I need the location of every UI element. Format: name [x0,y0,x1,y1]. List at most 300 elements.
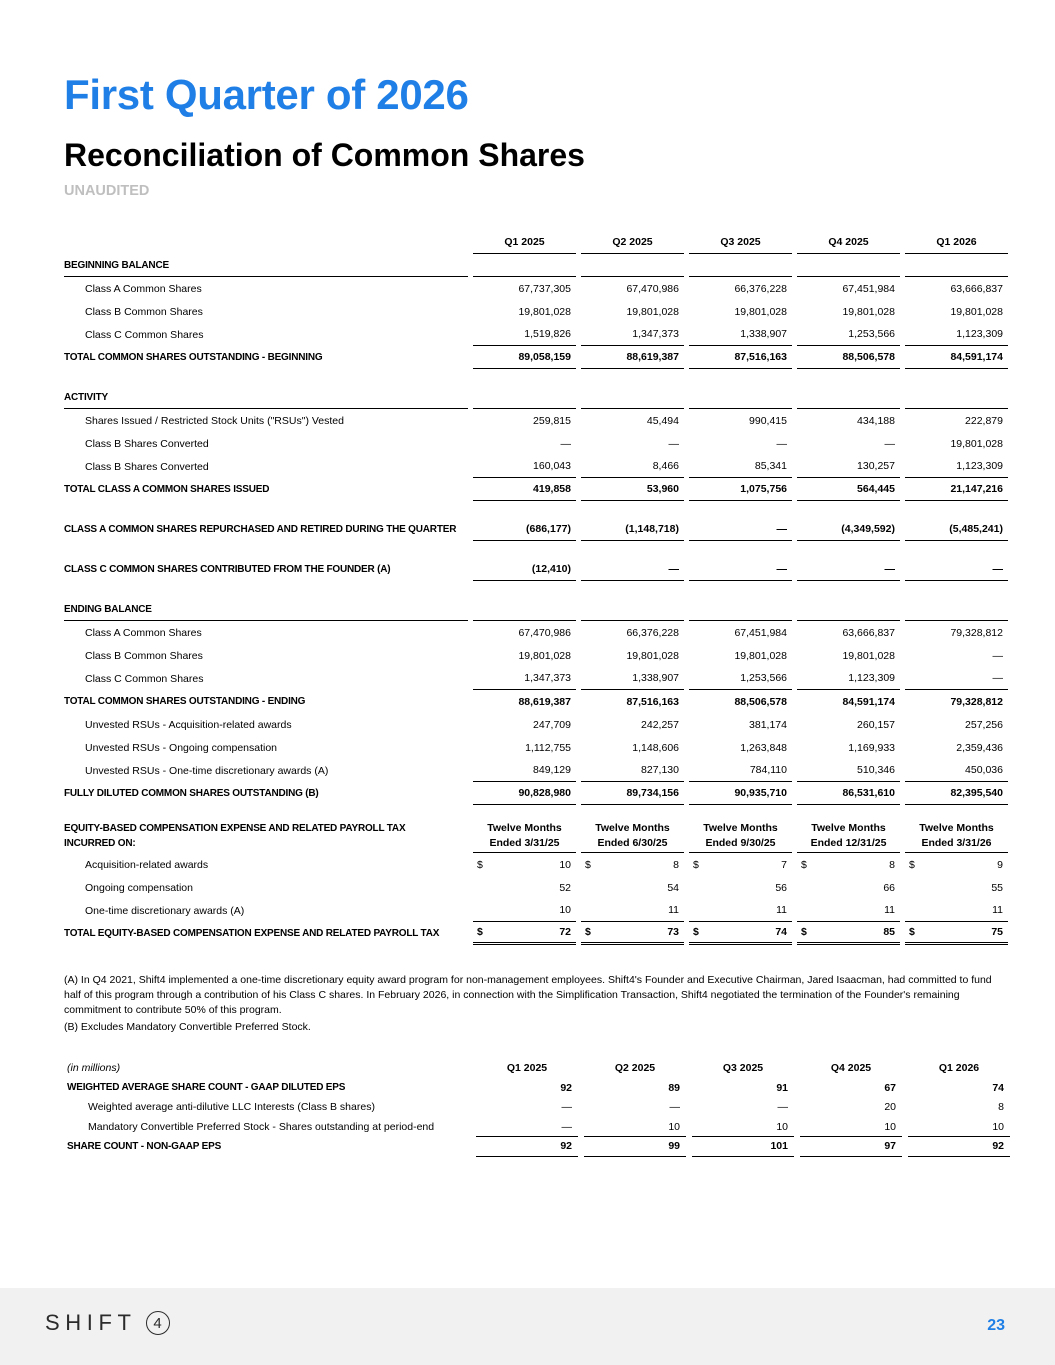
value-cell [692,1137,794,1157]
share-count-table [64,1058,1008,1157]
value-cell [581,300,684,323]
column-rule [689,254,792,277]
column-rule [905,386,1008,409]
column-header: Q1 2026 [905,231,1008,254]
value-cell [905,736,1008,759]
cell-value: 564,445 [857,483,895,495]
cell-value: 11 [884,904,895,916]
cell-value: 7 [781,858,787,871]
cell-value: (12,410) [531,563,571,575]
compensation-heading: EQUITY-BASED COMPENSATION EXPENSE AND RELATED PAYROLL TAX INCURRED ON: [64,823,406,849]
cell-value: 87,516,163 [734,351,787,363]
cell-value: 99 [668,1140,680,1153]
table-row [64,899,1008,922]
value-cell [689,432,792,455]
value-cell [905,409,1008,432]
value-cell [473,922,576,945]
cell-value: 101 [770,1140,788,1153]
value-cell [473,667,576,690]
table-row [64,621,1008,644]
value-cell [581,736,684,759]
value-cell [581,409,684,432]
value-cell [581,478,684,501]
footnote-b: (B) Excludes Mandatory Convertible Preferred Stock. [64,1021,311,1033]
cell-value: 82,395,540 [950,787,1003,799]
column-header [473,819,576,853]
row-label: Shares Issued / Restricted Stock Units ("RSUs") Vested [85,414,344,427]
value-cell [908,1098,1010,1118]
value-cell [692,1078,794,1098]
value-cell [905,853,1008,876]
value-cell [797,346,900,369]
cell-value: 1,263,848 [740,741,787,754]
row-label: TOTAL COMMON SHARES OUTSTANDING - BEGINNING [64,352,323,363]
value-cell [473,690,576,713]
cell-value: — [884,437,895,450]
table-row [64,455,1008,478]
cell-value: 257,256 [965,718,1003,731]
table-row [64,277,1008,300]
value-cell [581,922,684,945]
cell-value: 92 [560,1140,572,1153]
table-row [64,644,1008,667]
value-cell [797,409,900,432]
cell-value: 19,801,028 [626,305,679,318]
cell-value: (1,148,718) [625,523,679,535]
value-cell [689,518,792,541]
cell-value: 1,075,756 [740,483,787,495]
cell-value: 19,801,028 [626,649,679,662]
table-row [64,598,1008,621]
column-rule [581,254,684,277]
value-cell [905,300,1008,323]
value-cell [581,558,684,581]
cell-value: 1,338,907 [632,672,679,684]
cell-value: — [992,563,1003,575]
value-cell [797,667,900,690]
column-header-line: Twelve Months [811,821,886,834]
row-label: Ongoing compensation [85,881,193,894]
cell-value: — [992,672,1003,684]
column-header: Q3 2025 [689,231,792,254]
value-cell [905,644,1008,667]
cell-value: 11 [776,904,787,916]
value-cell [908,1078,1010,1098]
page-subtitle: Reconciliation of Common Shares [64,137,585,173]
currency-symbol: $ [801,858,807,871]
table-row [64,346,1008,369]
value-cell [905,713,1008,736]
cell-value: 67 [884,1081,896,1094]
column-rule [905,598,1008,621]
cell-value: 63,666,837 [950,282,1003,295]
value-cell [800,1098,902,1118]
compensation-table [64,819,1008,945]
cell-value: 130,257 [857,460,895,472]
value-cell [581,455,684,478]
table-row [64,1137,1008,1157]
value-cell [905,346,1008,369]
value-cell [797,759,900,782]
table-row [64,667,1008,690]
row-label: Class A Common Shares [85,282,202,295]
cell-value: 19,801,028 [950,305,1003,318]
table-row [64,1098,1008,1118]
value-cell [689,644,792,667]
table-row [64,409,1008,432]
cell-value: 66,376,228 [734,282,787,295]
value-cell [905,478,1008,501]
cell-value: 784,110 [749,764,787,776]
value-cell [581,644,684,667]
value-cell [905,899,1008,922]
cell-value: 88,506,578 [842,351,895,363]
currency-symbol: $ [477,926,483,938]
value-cell [581,713,684,736]
logo-circle-mark: 4 [146,1311,170,1335]
value-cell [473,346,576,369]
cell-value: 92 [992,1140,1004,1153]
value-cell [473,455,576,478]
value-cell [581,432,684,455]
value-cell [473,300,576,323]
row-label: ACTIVITY [64,386,468,409]
compensation-header-row [64,819,1008,853]
cell-value: 10 [668,1120,680,1133]
column-rule [473,386,576,409]
table-row [64,432,1008,455]
cell-value: 19,801,028 [734,305,787,318]
value-cell [905,518,1008,541]
row-label: BEGINNING BALANCE [64,254,468,277]
cell-value: 67,470,986 [518,626,571,639]
column-header: Q4 2025 [797,231,900,254]
cell-value: 90,828,980 [518,787,571,799]
table-row [64,690,1008,713]
cell-value: 10 [776,1120,788,1133]
value-cell [476,1117,578,1137]
cell-value: — [561,1120,572,1133]
value-cell [800,1117,902,1137]
value-cell [905,621,1008,644]
cell-value: 1,123,309 [956,328,1003,340]
cell-value: 67,470,986 [626,282,679,295]
value-cell [581,621,684,644]
value-cell [476,1137,578,1157]
cell-value: 1,338,907 [740,328,787,340]
cell-value: 222,879 [965,414,1003,427]
value-cell [797,621,900,644]
cell-value: 1,123,309 [956,460,1003,472]
cell-value: 67,737,305 [518,282,571,295]
column-header: Q1 2026 [938,1061,980,1074]
cell-value: 56 [775,881,787,894]
value-cell [689,853,792,876]
cell-value: 89 [668,1081,680,1094]
value-cell [689,323,792,346]
cell-value: 53,960 [646,483,679,495]
column-header: Q4 2025 [830,1061,872,1074]
value-cell [905,455,1008,478]
row-label: Class C Common Shares [85,328,204,341]
value-cell [797,853,900,876]
value-cell [689,922,792,945]
value-cell [905,782,1008,805]
value-cell [689,690,792,713]
cell-value: 21,147,216 [950,483,1003,495]
cell-value: 10 [992,1120,1004,1133]
value-cell [584,1098,686,1118]
cell-value: 91 [776,1081,788,1094]
cell-value: 86,531,610 [842,787,895,799]
value-cell [800,1137,902,1157]
cell-value: 85 [883,926,895,938]
value-cell [476,1098,578,1118]
cell-value: — [668,437,679,450]
cell-value: (5,485,241) [949,523,1003,535]
cell-value: 89,734,156 [626,787,679,799]
column-header-line: Twelve Months [487,821,562,834]
cell-value: (4,349,592) [841,523,895,535]
cell-value: 1,148,606 [632,741,679,754]
currency-symbol: $ [585,926,591,938]
cell-value: 1,169,933 [848,741,895,754]
cell-value: 74 [775,926,787,938]
value-cell [905,432,1008,455]
value-cell [584,1117,686,1137]
value-cell [908,1137,1010,1157]
row-label: CLASS C COMMON SHARES CONTRIBUTED FROM THE FOUNDER (A) [64,564,391,575]
column-rule [797,598,900,621]
cell-value: 55 [991,881,1003,894]
cell-value: 381,174 [749,718,787,731]
row-label: Mandatory Convertible Preferred Stock - Shares outstanding at period-end [88,1121,435,1134]
cell-value: 827,130 [641,764,679,776]
column-header-row [64,1058,1008,1078]
value-cell [581,323,684,346]
table-row [64,254,1008,277]
value-cell [905,922,1008,945]
cell-value: 84,591,174 [950,351,1003,363]
column-header-line: Ended 6/30/25 [597,836,668,849]
value-cell [581,277,684,300]
cell-value: 85,341 [754,460,787,472]
cell-value: 67,451,984 [734,626,787,639]
currency-symbol: $ [693,858,699,871]
column-header-line: Ended 12/31/25 [810,836,887,849]
value-cell [797,922,900,945]
cell-value: — [561,1101,572,1114]
table-row [64,782,1008,805]
cell-value: 88,506,578 [734,695,787,708]
value-cell [689,455,792,478]
table-row [64,1117,1008,1137]
table-row [64,759,1008,782]
value-cell [905,277,1008,300]
cell-value: 88,619,387 [626,351,679,363]
cell-value: 88,619,387 [518,695,571,708]
row-label: TOTAL COMMON SHARES OUTSTANDING - ENDING [64,696,306,707]
row-label: Acquisition-related awards [85,858,209,871]
currency-symbol: $ [693,926,699,938]
value-cell [797,432,900,455]
cell-value: 79,328,812 [950,695,1003,708]
table-row [64,386,1008,409]
value-cell [800,1078,902,1098]
cell-value: 8 [673,858,679,871]
cell-value: 10 [884,1120,896,1133]
cell-value: 19,801,028 [950,437,1003,450]
value-cell [797,478,900,501]
cell-value: 63,666,837 [842,626,895,639]
cell-value: 10 [559,904,571,916]
value-cell [473,409,576,432]
value-cell [473,558,576,581]
column-header-line: Twelve Months [595,821,670,834]
value-cell [473,713,576,736]
row-label: Class B Shares Converted [85,460,209,473]
cell-value: 11 [668,904,679,916]
cell-value: 160,043 [533,460,571,472]
value-cell [473,899,576,922]
value-cell [581,518,684,541]
value-cell [797,558,900,581]
cell-value: — [669,1101,680,1114]
table-body [64,254,1008,805]
value-cell [584,1078,686,1098]
column-rule [473,598,576,621]
column-rule [689,386,792,409]
cell-value: 19,801,028 [842,305,895,318]
cell-value: 1,347,373 [524,672,571,684]
cell-value: 19,801,028 [518,305,571,318]
cell-value: 1,253,566 [740,672,787,684]
value-cell [473,277,576,300]
table-row [64,323,1008,346]
column-header-line: Ended 3/31/26 [921,836,992,849]
cell-value: 90,935,710 [734,787,787,799]
value-cell [908,1117,1010,1137]
cell-value: 9 [997,858,1003,871]
table-row [64,853,1008,876]
value-cell [473,621,576,644]
table-row [64,518,1008,541]
table-row [64,713,1008,736]
cell-value: 990,415 [749,414,787,427]
value-cell [581,853,684,876]
value-cell [797,518,900,541]
column-header-row [64,231,1008,254]
column-header: Q2 2025 [581,231,684,254]
cell-value: — [776,523,787,535]
currency-symbol: $ [801,926,807,938]
row-label: Weighted average anti-dilutive LLC Interests (Class B shares) [88,1101,375,1114]
column-header [797,819,900,853]
value-cell [473,876,576,899]
value-cell [689,478,792,501]
cell-value: 11 [992,904,1003,916]
value-cell [473,644,576,667]
cell-value: 74 [992,1081,1004,1094]
table-row [64,558,1008,581]
cell-value: 73 [667,926,679,938]
value-cell [797,323,900,346]
column-rule [581,598,684,621]
column-header [581,819,684,853]
column-rule [797,254,900,277]
cell-value: 450,036 [965,764,1003,776]
value-cell [689,736,792,759]
table-row [64,1078,1008,1098]
value-cell [905,558,1008,581]
column-header: Q1 2025 [506,1061,548,1074]
row-label: Class A Common Shares [85,626,202,639]
unaudited-label: UNAUDITED [64,183,150,199]
cell-value: 419,858 [533,483,571,495]
value-cell [797,690,900,713]
table-row [64,736,1008,759]
table-body [64,1078,1008,1157]
header-spacer [64,231,468,254]
cell-value: (686,177) [526,523,571,535]
column-header [905,819,1008,853]
logo-wordmark: SHIFT [45,1310,137,1335]
row-label: One-time discretionary awards (A) [85,904,245,917]
column-rule [473,254,576,277]
cell-value: — [560,437,571,450]
value-cell [905,690,1008,713]
row-label: FULLY DILUTED COMMON SHARES OUTSTANDING (B) [64,788,319,799]
value-cell [689,300,792,323]
column-header: Q3 2025 [722,1061,764,1074]
row-label: Class B Shares Converted [85,437,209,450]
table-row [64,300,1008,323]
value-cell [689,713,792,736]
row-label: WEIGHTED AVERAGE SHARE COUNT - GAAP DILUTED EPS [67,1082,346,1094]
column-header [689,819,792,853]
row-label: ENDING BALANCE [64,598,468,621]
cell-value: 1,123,309 [848,672,895,684]
cell-value: 510,346 [857,764,895,776]
cell-value: 84,591,174 [842,695,895,708]
value-cell [797,300,900,323]
cell-value: 849,129 [533,764,571,776]
cell-value: 45,494 [646,414,679,427]
cell-value: — [777,1101,788,1114]
value-cell [581,782,684,805]
value-cell [689,346,792,369]
row-label: TOTAL EQUITY-BASED COMPENSATION EXPENSE AND RELATED PAYROLL TAX [64,928,440,939]
cell-value: — [776,563,787,575]
value-cell [692,1117,794,1137]
cell-value: 54 [667,881,679,894]
shares-reconciliation-table [64,231,1008,805]
cell-value: — [992,649,1003,662]
row-label: Class C Common Shares [85,672,204,685]
shift4-logo [45,1311,170,1335]
cell-value: 67,451,984 [842,282,895,295]
page-title: First Quarter of 2026 [64,71,469,118]
row-label: Unvested RSUs - One-time discretionary awards (A) [85,764,329,777]
column-header: Q1 2025 [473,231,576,254]
cell-value: — [668,563,679,575]
cell-value: 1,253,566 [848,328,895,340]
value-cell [581,346,684,369]
value-cell [584,1137,686,1157]
value-cell [797,455,900,478]
column-header: Q2 2025 [614,1061,656,1074]
cell-value: 10 [559,858,571,871]
